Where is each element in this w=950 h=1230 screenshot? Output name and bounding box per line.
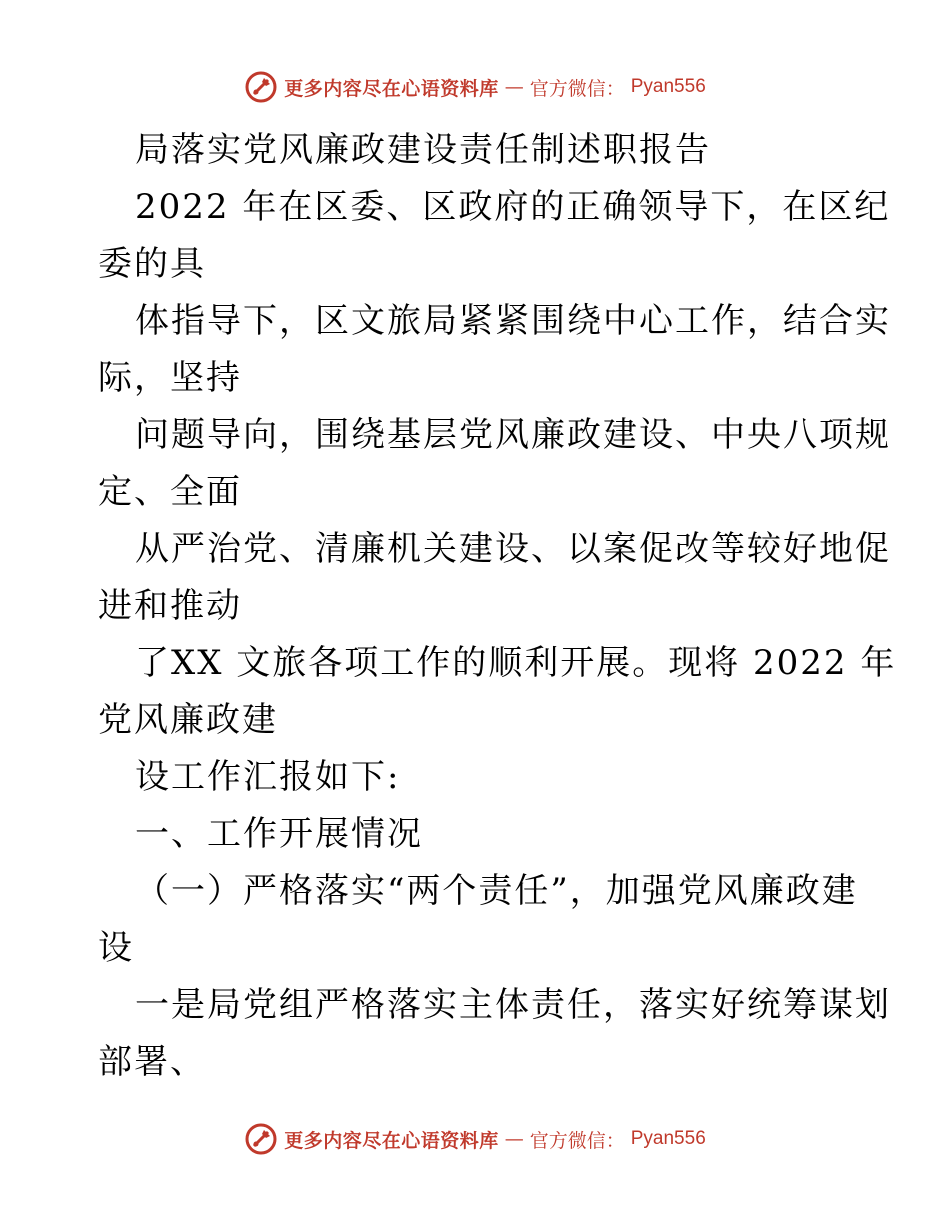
document-body: [98, 122, 897, 1091]
document-line: 从严治党、清廉机关建设、以案促改等较好地促: [135, 529, 891, 569]
document-line: 一、工作开展情况: [135, 814, 423, 854]
brand-logo-icon: [244, 1122, 278, 1156]
brand-logo-icon: [244, 70, 278, 104]
document-line: 体指导下，区文旅局紧紧围绕中心工作，结合实: [135, 301, 891, 341]
document-line: 设工作汇报如下:: [135, 757, 401, 797]
watermark-footer: [0, 1122, 950, 1156]
document-line: 际，坚持: [98, 358, 242, 398]
watermark-id: Pyan556: [630, 1128, 706, 1149]
document-line: 党风廉政建: [98, 700, 278, 740]
document-line: 了XX 文旅各项工作的顺利开展。现将 2022 年: [135, 643, 897, 683]
document-line: 一是局党组严格落实主体责任，落实好统筹谋划: [135, 985, 891, 1025]
document-line: 定、全面: [98, 472, 242, 512]
watermark-id: Pyan556: [630, 76, 706, 97]
watermark-dash: —: [504, 1128, 524, 1150]
document-line: 2022 年在区委、区政府的正确领导下，在区纪: [135, 187, 891, 227]
document-line: 局落实党风廉政建设责任制述职报告: [135, 130, 711, 170]
watermark-text: 更多内容尽在心语资料库: [284, 1129, 499, 1152]
document-line: 问题导向，围绕基层党风廉政建设、中央八项规: [135, 415, 891, 455]
watermark-label: 官方微信：: [529, 77, 625, 100]
document-line: 设: [98, 928, 134, 968]
watermark-dash: —: [504, 76, 524, 98]
document-line: 部署、: [98, 1042, 206, 1082]
document-line: 委的具: [98, 244, 206, 284]
document-line: （一）严格落实“两个责任”，加强党风廉政建: [135, 871, 858, 911]
watermark-text: 更多内容尽在心语资料库: [284, 77, 499, 100]
watermark-label: 官方微信：: [529, 1129, 625, 1152]
watermark-header: [0, 70, 950, 104]
document-line: 进和推动: [98, 586, 242, 626]
